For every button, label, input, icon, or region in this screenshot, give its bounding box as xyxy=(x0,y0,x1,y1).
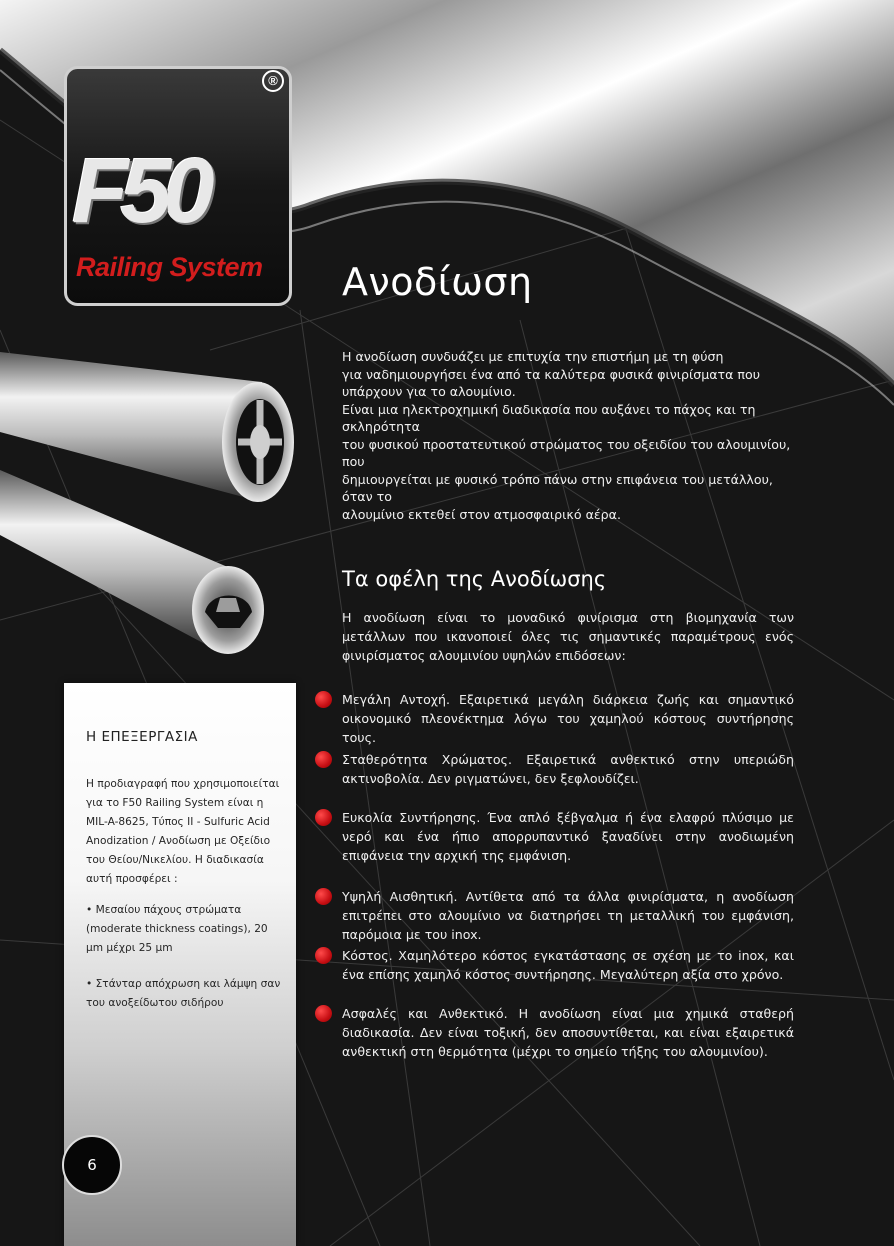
intro-paragraph xyxy=(342,348,792,523)
benefits-intro: Η ανοδίωση είναι το μοναδικό φινίρισμα στη βιομηχανία των μετάλλων που ικανοποιεί όλες τις σημαντικές παραμέτρους ενός φινιρίσματος αλουμινίου υψηλών επιδόσεων: xyxy=(342,610,794,663)
benefit-item xyxy=(342,750,794,788)
intro-line: Είναι μια ηλεκτροχημική διαδικασία που αυξάνει το πάχος και τη σκληρότητα xyxy=(342,401,756,434)
sidebar-list-item: • Μεσαίου πάχους στρώματα (moderate thickness coatings), 20 μm μέχρι 25 μm xyxy=(86,904,268,954)
intro-line: του φυσικού προστατευτικού στρώματος του οξειδίου του αλουμινίου, που xyxy=(342,436,791,469)
intro-line: δημιουργείται με φυσικό τρόπο πάνω στην επιφάνεια του μετάλλου, όταν το xyxy=(342,471,773,504)
benefit-text: Ευκολία Συντήρησης. Ένα απλό ξέβγαλμα ή ένα ελαφρύ πλύσιμο με νερό και ένα ήπιο απορρυπαντικό ξαναδίνει στην ανοδιωμένη επιφάνεια την αρχική της εμφάνιση. xyxy=(342,810,794,863)
benefit-item xyxy=(342,1004,794,1061)
sidebar-description: Η προδιαγραφή που χρησιμοποιείται για το F50 Railing System είναι η MIL-A-8625, Τύπος ΙΙ - Sulfuric Acid Anodization / Ανοδίωση με Οξείδιο του Θείου/Νικελίου. Η διαδικασία αυτή προσφέρει : xyxy=(86,778,280,885)
benefits-heading: Τα οφέλη της Ανοδίωσης xyxy=(342,567,607,591)
red-bullet-icon xyxy=(315,1005,332,1022)
benefit-text: Μεγάλη Αντοχή. Εξαιρετικά μεγάλη διάρκεια ζωής και σημαντικό οικονομικό πλεονέκτημα λόγω του χαμηλού κόστους συντήρησης τους. xyxy=(342,692,794,745)
logo-wordmark: F50 xyxy=(72,140,207,242)
page-number: 6 xyxy=(62,1135,122,1195)
benefit-text: Ασφαλές και Ανθεκτικό. Η ανοδίωση είναι μια χημικά σταθερή διαδικασία. Δεν είναι τοξική, δεν αποσυντίθεται, και είναι εξαιρετικά ανθεκτική στη θερμότητα (μέχρι το σημείο τήξης του αλουμινίου). xyxy=(342,1006,794,1059)
benefit-text: Σταθερότητα Χρώματος. Εξαιρετικά ανθεκτικό στην υπεριώδη ακτινοβολία. Δεν ριγματώνει, δεν ξεφλουδίζει. xyxy=(342,752,794,786)
benefit-item xyxy=(342,808,794,865)
intro-line: αλουμίνιο εκτεθεί στον ατμοσφαιρικό αέρα. xyxy=(342,506,621,522)
intro-line: για ναδημιουργήσει ένα από τα καλύτερα φυσικά φινιρίσματα που xyxy=(342,366,761,382)
sidebar-title: Η ΕΠΕΞΕΡΓΑΣΙΑ xyxy=(86,729,198,745)
intro-line: υπάρχουν για το αλουμίνιο. xyxy=(342,384,516,399)
intro-line: Η ανοδίωση συνδυάζει με επιτυχία την επιστήμη με τη φύση xyxy=(342,349,724,364)
red-bullet-icon xyxy=(315,751,332,768)
benefit-item xyxy=(342,690,794,747)
registered-mark: ® xyxy=(262,70,284,92)
red-bullet-icon xyxy=(315,888,332,905)
benefit-text: Κόστος. Χαμηλότερο κόστος εγκατάστασης σε σχέση με το inox, και ένα επίσης χαμηλό κόστος συντήρησης. Μεγαλύτερη αξία στο χρόνο. xyxy=(342,948,794,982)
benefit-item xyxy=(342,887,794,944)
benefit-item xyxy=(342,946,794,984)
benefit-text: Υψηλή Αισθητική. Αντίθετα από τα άλλα φινιρίσματα, η ανοδίωση επιτρέπει στο αλουμίνιο να διατηρήσει τη μεταλλική του εμφάνιση, παρόμοια με του inox. xyxy=(342,889,794,942)
red-bullet-icon xyxy=(315,691,332,708)
sidebar-list-item: • Στάνταρ απόχρωση και λάμψη σαν του ανοξείδωτου σιδήρου xyxy=(86,978,281,1009)
page-title: Ανοδίωση xyxy=(342,260,533,304)
red-bullet-icon xyxy=(315,809,332,826)
red-bullet-icon xyxy=(315,947,332,964)
logo-subtitle: Railing System xyxy=(76,252,263,282)
